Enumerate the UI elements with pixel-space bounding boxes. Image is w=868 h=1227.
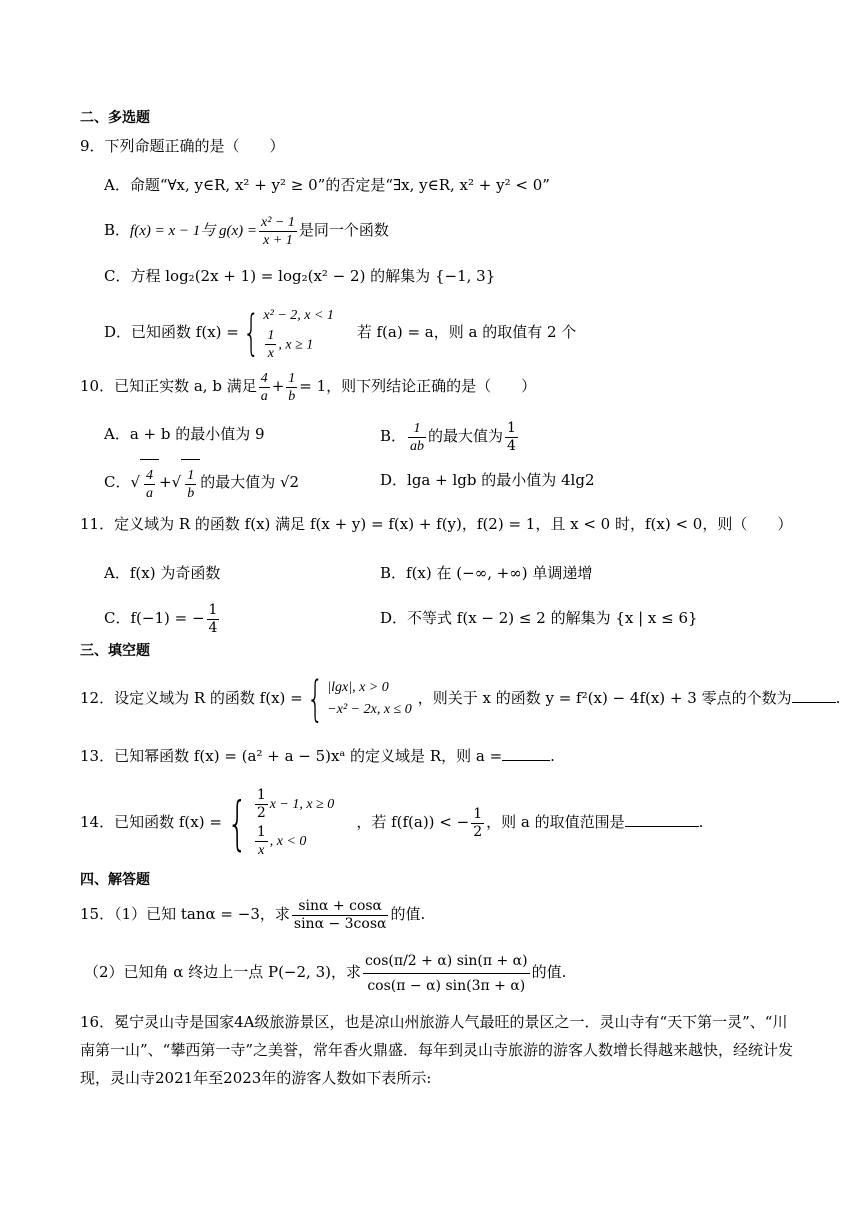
q9-b-num: x² − 1	[261, 214, 295, 230]
section-heading-multi: 二、多选题	[80, 110, 150, 126]
q15-part2	[84, 944, 566, 1000]
q13	[80, 746, 555, 766]
q14-c2-rest: , x < 0	[269, 834, 307, 849]
q10-pre: 10．已知正实数 a, b 满足	[80, 377, 257, 395]
q9-b-label: B．	[104, 221, 131, 239]
q13-answer-blank[interactable]	[502, 746, 550, 761]
q12-pre: 12．设定义域为 R 的函数 f(x) =	[80, 689, 303, 707]
q9-b-den: x + 1	[263, 232, 293, 248]
q15-p2-num: cos(π/2 + α) sin(π + α)	[363, 949, 530, 974]
q14-brace: {	[227, 789, 248, 857]
q10-stem	[80, 364, 536, 408]
q10-b-num: 1	[408, 420, 426, 438]
q10-f1-den: a	[260, 388, 268, 404]
q11-option-d: D．不等式 f(x − 2) ≤ 2 的解集为 {x | x ≤ 6}	[380, 609, 698, 627]
q10-f2-den: b	[288, 388, 296, 404]
q11-c-den: 4	[208, 619, 218, 636]
q9-d-case2-cond: , x ≥ 1	[278, 337, 314, 352]
q12-case2: −x² − 2x, x ≤ 0	[327, 702, 412, 717]
q9-option-b	[104, 208, 389, 253]
q10-option-d: D．lga + lgb 的最小值为 4lg2	[380, 471, 595, 489]
q12	[80, 666, 840, 730]
q12-end: .	[835, 689, 841, 707]
q15-p1-post: 的值.	[390, 905, 426, 923]
q9-stem: 9．下列命题正确的是（ ）	[80, 137, 285, 155]
q14-answer-blank[interactable]	[625, 812, 699, 827]
q10-b-vden: 4	[507, 437, 516, 454]
q12-answer-blank[interactable]	[792, 688, 836, 703]
q9-d-post: 若 f(a) = a，则 a 的取值有 2 个	[356, 323, 577, 341]
q10-post: = 1，则下列结论正确的是（ ）	[299, 377, 537, 395]
q10-c-s1den: a	[146, 486, 154, 502]
q9-d-case2-den: x	[267, 345, 275, 361]
q11-option-a: A．f(x) 为奇函数	[104, 564, 221, 582]
q10-c-post: 的最大值为 √2	[200, 473, 300, 491]
q14-c2-num: 1	[256, 823, 266, 840]
q10-option-c: C．√ $\frac{4}{a}$ +√ $\frac{1}{b}$ 的最大值为 √2	[104, 458, 299, 508]
q10-f2-num: 1	[288, 370, 296, 386]
q10-b-den: ab	[410, 438, 425, 454]
q15-p1-pre: 15．（1）已知 tanα = −3，求	[80, 905, 290, 923]
q9-b-expr: f(x) = x − 1与 g(x) =	[130, 223, 258, 239]
q15-part1	[80, 892, 425, 936]
q15-p1-den: sinα − 3cosα	[293, 915, 387, 932]
q13-end: .	[550, 747, 555, 765]
q16-text: 16．冕宁灵山寺是国家4A级旅游景区，也是凉山州旅游人气最旺的景区之一．灵山寺有“天下第一灵”、“川南第一山”、“攀西第一寺”之美誉，常年香火鼎盛．每年到灵山寺旅游的游客人数增长得越来越快，经统计发现，灵山寺2021年至2023年的游客人数如下表所示:	[80, 1013, 794, 1087]
q11-c-pre: C．f(−1) = −	[104, 609, 205, 627]
q12-case1: |lgx|, x > 0	[327, 680, 389, 695]
section-heading-solve: 四、解答题	[80, 872, 150, 888]
q9-d-pre: D．已知函数 f(x) =	[104, 323, 239, 341]
q10-c-label: C．	[104, 473, 131, 491]
q12-brace: {	[306, 671, 324, 727]
q9-option-c: C．方程 log₂(2x + 1) = log₂(x² − 2) 的解集为 {−1, 3}	[104, 267, 496, 285]
q11-option-c	[104, 596, 221, 640]
q14-c1-num: 1	[256, 786, 266, 803]
q10-plus: +	[271, 377, 285, 395]
q10-option-a: A．a + b 的最小值为 9	[104, 425, 265, 443]
q9-b-post: 是同一个函数	[298, 221, 389, 239]
q10-f1-num: 4	[260, 370, 268, 386]
q15-p2-den: cos(π − α) sin(3π + α)	[367, 977, 526, 994]
q14-mid: ，若 f(f(a)) < −	[356, 813, 470, 831]
q14-c2-den: x	[258, 842, 265, 858]
q14-post: ，则 a 的取值范围是	[486, 813, 625, 831]
q10-b-label: B．	[380, 427, 407, 445]
q14-pre: 14．已知函数 f(x) =	[80, 813, 222, 831]
q15-p2-pre: （2）已知角 α 终边上一点 P(−2, 3)，求	[84, 963, 361, 981]
q9-d-case1: x² − 2, x < 1	[263, 307, 334, 323]
q15-p1-num: sinα + cosα	[292, 898, 389, 916]
q11-stem: 11．定义域为 R 的函数 f(x) 满足 f(x + y) = f(x) + f(y)，f(2) = 1，且 x < 0 时，f(x) < 0，则（ ）	[80, 515, 793, 533]
q9-b-fraction	[259, 214, 297, 249]
q14-num: 1	[473, 805, 483, 822]
q10-b-vnum: 1	[507, 419, 516, 436]
q9-d-case2	[263, 327, 334, 362]
q14-den: 2	[473, 823, 483, 840]
q10-b-mid: 的最大值为	[428, 427, 504, 445]
q10-c-s1num: 4	[146, 468, 154, 484]
q10-c-s2num: 1	[187, 468, 195, 484]
q14	[80, 786, 703, 860]
q10-c-s2den: b	[187, 486, 195, 502]
q9-option-d	[104, 300, 576, 364]
q12-post: ，则关于 x 的函数 y = f²(x) − 4f(x) + 3 零点的个数为	[417, 689, 792, 707]
q11-option-b: B．f(x) 在 (−∞, +∞) 单调递增	[380, 564, 593, 582]
q11-c-num: 1	[208, 601, 218, 618]
section-heading-fill: 三、填空题	[80, 643, 150, 659]
q14-c1-rest: x − 1, x ≥ 0	[269, 797, 335, 812]
q9-option-a: A．命题“∀x, y∈R, x² + y² ≥ 0”的否定是“∃x, y∈R, x² + y² < 0”	[104, 176, 550, 194]
q9-d-cases	[263, 305, 334, 362]
q10-option-b	[380, 414, 520, 458]
q13-text: 13．已知幂函数 f(x) = (a² + a − 5)xᵃ 的定义域是 R，则 a =	[80, 747, 503, 765]
q9-d-case2-num: 1	[267, 327, 275, 343]
q15-p2-post: 的值.	[531, 963, 567, 981]
q9-d-brace: {	[242, 305, 260, 361]
q14-end: .	[698, 813, 704, 831]
q14-c1-den: 2	[256, 804, 266, 821]
